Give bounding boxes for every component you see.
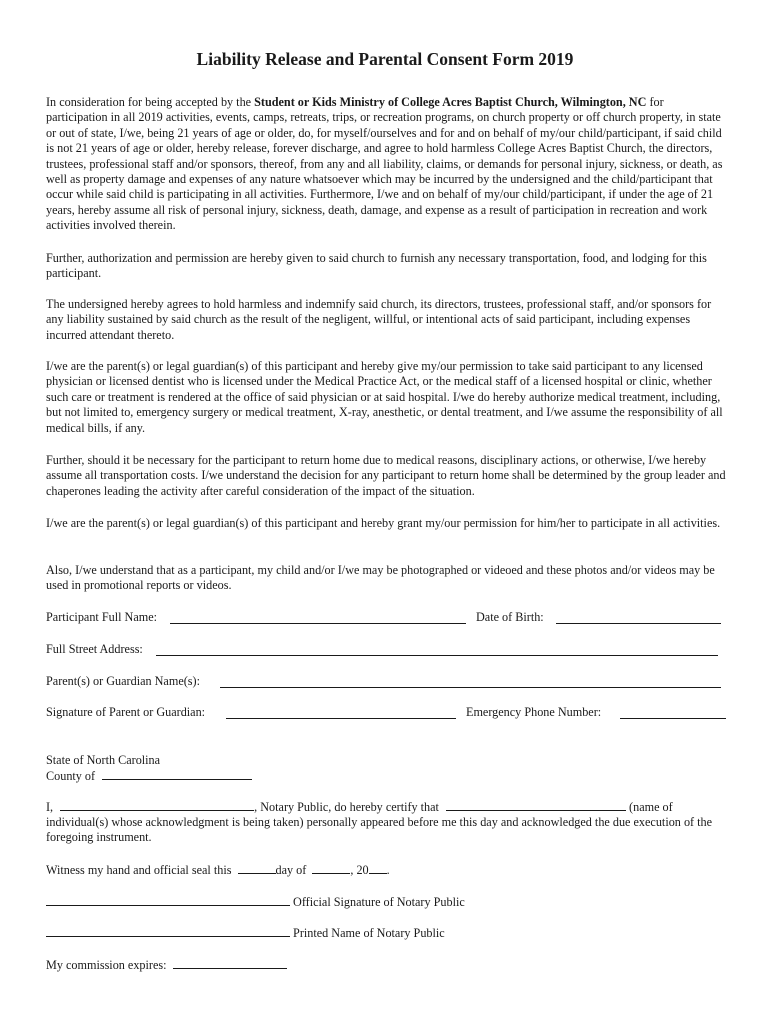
commission-label: My commission expires: — [46, 958, 167, 972]
participant-row — [46, 610, 726, 626]
return-home-paragraph: Further, should it be necessary for the participant to return home due to medical reasons, disciplinary actions, or otherwise, I/we hereby assume all transportation costs. I/we understand the decision for any participant to return home shall be determined by the group leader and chaperones leading the activity after careful consideration of the impact of the situation. — [46, 453, 726, 498]
guardian-names-row — [46, 674, 726, 690]
media-release-paragraph: Also, I/we understand that as a participant, my child and/or I/we may be photographed or videoed and these photos and/or videos may be used in promotional reports or videos. — [46, 563, 715, 593]
release-intro: In consideration for being accepted by the — [46, 95, 255, 109]
notary-county-label: County of — [46, 769, 96, 783]
commission-row — [46, 957, 287, 973]
witness-month-line[interactable] — [312, 862, 350, 874]
date-of-birth-label: Date of Birth: — [476, 610, 544, 624]
witness-day-line[interactable] — [238, 862, 276, 874]
address-row — [46, 642, 726, 658]
notary-cert-i: I, — [46, 800, 54, 814]
release-paragraph — [46, 95, 726, 234]
indemnity-paragraph: The undersigned hereby agrees to hold harmless and indemnify said church, its directors, trustees, professional staff, and/or sponsors for any liability sustained by said church as the result of the negligent, willful, or intentional acts of said participant, including expenses incurred attendant thereto. — [46, 297, 712, 342]
street-address-label: Full Street Address: — [46, 642, 143, 656]
participation-paragraph: I/we are the parent(s) or legal guardian(s) of this participant and hereby grant my/our permission for him/her to participate in all activities. — [46, 516, 721, 530]
witness-text-b: day of — [275, 863, 307, 877]
printed-name-label: Printed Name of Notary Public — [293, 926, 445, 940]
notary-cert-middle: , Notary Public, do hereby certify that — [254, 800, 439, 814]
witness-text-d: . — [386, 863, 390, 877]
transportation-paragraph: Further, authorization and permission are hereby given to said church to furnish any necessary transportation, food, and lodging for this participant. — [46, 251, 707, 281]
emergency-phone-label: Emergency Phone Number: — [466, 705, 602, 719]
date-of-birth-line[interactable] — [556, 623, 721, 624]
guardian-signature-line[interactable] — [226, 718, 456, 719]
participant-name-label: Participant Full Name: — [46, 610, 158, 624]
commission-expires-line[interactable] — [173, 957, 287, 969]
guardian-names-label: Parent(s) or Guardian Name(s): — [46, 674, 200, 688]
notary-state: State of North Carolina — [46, 753, 161, 767]
street-address-line[interactable] — [156, 655, 718, 656]
notary-cert-end: (name of — [629, 800, 673, 814]
witness-text-a: Witness my hand and official seal this — [46, 863, 232, 877]
official-signature-row — [46, 894, 465, 910]
release-body: for participation in all 2019 activities, events, camps, retreats, trips, or recreation programs, on church property or off church property, in state or out of state, I/we, being 21 years of age or older, do, for myself/ourselves and for and on behalf of my/our child/participant, if said child is not 21 years of age or older, hereby release, forever discharge, and agree to hold harmless College Acres Baptist Church, the directors, trustees, professional staff and/or sponsors, thereof, from any and all liability, claims, or demands for personal injury, sickness, or death, as well as property damage and expenses of any nature whatsoever which may be incurred by the undersigned and the child/participant that occur while said child is participating in all activities. Furthermore, I/we and on behalf of my/our child/participant, if under the age of 21 years, hereby assume all risk of personal injury, sickness, death, damage, and expense as a result of participation in recreation and work activities involved therein. — [46, 95, 723, 233]
guardian-signature-label: Signature of Parent or Guardian: — [46, 705, 206, 719]
notary-certification-text: individual(s) whose acknowledgment is being taken) personally appeared before me this day and acknowledged the due execution of the foregoing instrument. — [46, 815, 713, 845]
printed-name-row — [46, 925, 445, 941]
signature-row — [46, 705, 726, 721]
notary-name-line[interactable] — [60, 799, 254, 811]
witness-year-line[interactable] — [369, 862, 387, 874]
notary-county-row — [46, 768, 252, 784]
witness-text-c: , 20 — [350, 863, 369, 877]
participant-name-line[interactable] — [170, 623, 466, 624]
official-signature-label: Official Signature of Notary Public — [293, 895, 465, 909]
emergency-phone-line[interactable] — [620, 718, 726, 719]
medical-paragraph: I/we are the parent(s) or legal guardian(s) of this participant and hereby give my/our permission to take said participant to any licensed physician or licensed dentist who is licensed under the Medical Practice Act, or the medical staff of a licensed hospital or clinic, whether such care or treatment is rendered at the office of said physician or at said hospital. I/we do hereby authorize medical treatment, including, but not limited to, emergency surgery or medical treatment, X-ray, anesthetic, or dental treatment, and I/we assume the responsibility of all medical bills, if any. — [46, 359, 723, 435]
acknowledged-individual-line[interactable] — [446, 799, 626, 811]
official-signature-line[interactable] — [46, 894, 290, 906]
form-title: Liability Release and Parental Consent Form 2019 — [196, 49, 574, 69]
notary-county-line[interactable] — [102, 768, 252, 780]
printed-name-line[interactable] — [46, 925, 290, 937]
ministry-name: Student or Kids Ministry of College Acres Baptist Church, Wilmington, NC — [254, 95, 647, 109]
notary-certification-row — [46, 799, 673, 815]
guardian-names-line[interactable] — [220, 687, 721, 688]
witness-row — [46, 862, 390, 878]
